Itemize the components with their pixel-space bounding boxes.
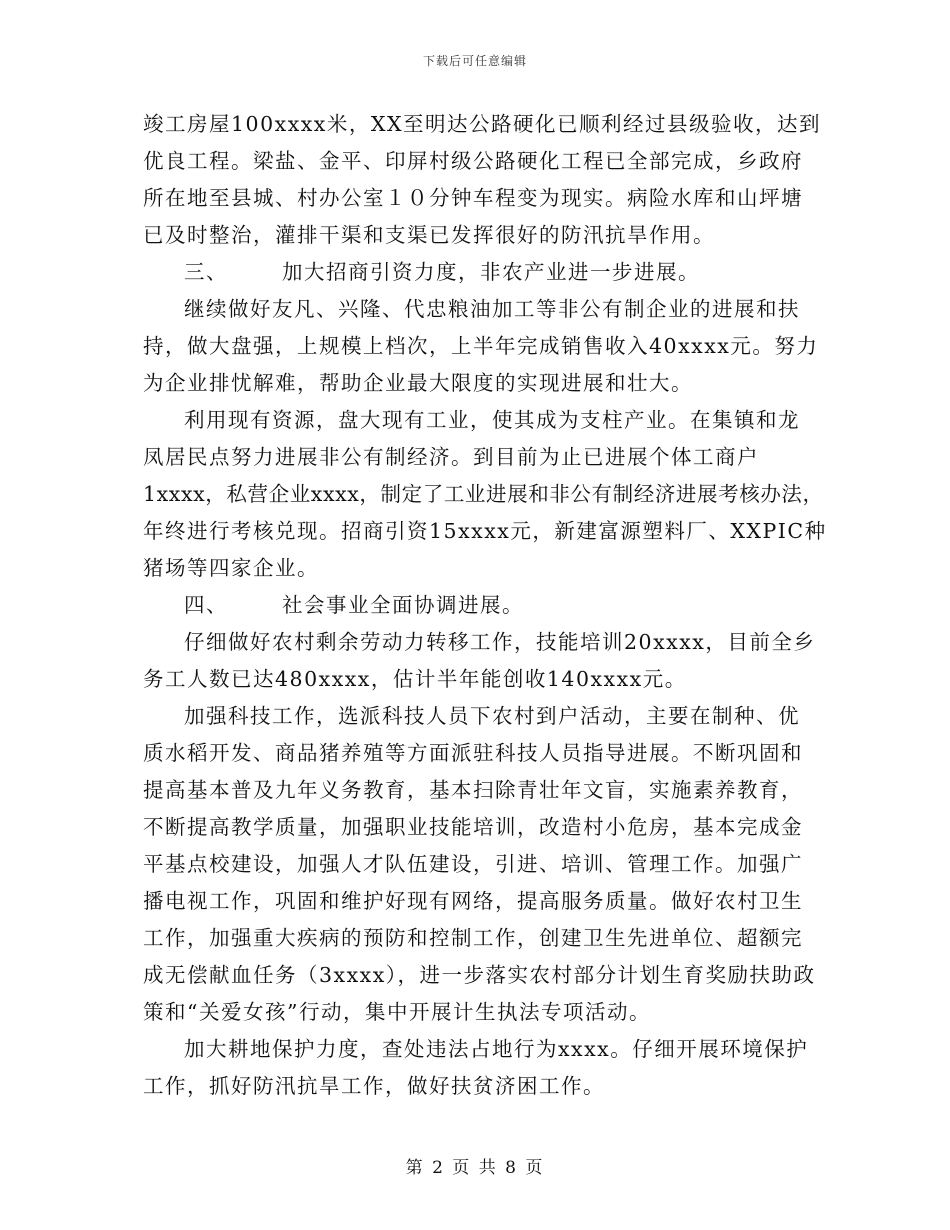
section-number: 四、: [184, 593, 228, 617]
body-line: 年终进行考核兑现。招商引资15xxxx元，新建富源塑料厂、XXPIC种: [143, 519, 827, 543]
page-header-note: 下载后可任意编辑: [422, 54, 527, 68]
body-line: 播电视工作，巩固和维护好现有网络，提高服务质量。做好农村卫生: [143, 889, 803, 913]
section-title: 加大招商引资力度，非农产业进一步进展。: [282, 260, 700, 284]
body-line: 不断提高教学质量，加强职业技能培训，改造村小危房，基本完成金: [143, 815, 803, 839]
body-line: 持，做大盘强，上规模上档次，上半年完成销售收入40xxxx元。努力: [143, 334, 819, 358]
body-line: 凤居民点努力进展非公有制经济。到目前为止已进展个体工商户: [143, 445, 759, 469]
body-line: 已及时整治，灌排干渠和支渠已发挥很好的防汛抗旱作用。: [143, 223, 715, 247]
body-line: 猪场等四家企业。: [143, 556, 319, 580]
body-line: 竣工房屋100xxxx米，XX至明达公路硬化已顺利经过县级验收，达到: [143, 112, 822, 136]
section-heading-4: [143, 587, 823, 624]
page-number-footer: 第 2 页 共 8 页: [405, 1158, 545, 1178]
body-line: 策和“关爱女孩”行动，集中开展计生执法专项活动。: [143, 1000, 651, 1024]
section-title: 社会事业全面协调进展。: [282, 593, 524, 617]
body-line: 成无偿献血任务（3xxxx），进一步落实农村部分计划生育奖励扶助政: [143, 963, 816, 987]
body-line: 工作，抓好防汛抗旱工作，做好扶贫济困工作。: [143, 1074, 605, 1098]
body-line: 所在地至县城、村办公室１０分钟车程变为现实。病险水库和山坪塘: [143, 186, 803, 210]
body-line: 仔细做好农村剩余劳动力转移工作，技能培训20xxxx，目前全乡: [184, 630, 816, 654]
section-number: 三、: [184, 260, 228, 284]
body-line: 为企业排忧解难，帮助企业最大限度的实现进展和壮大。: [143, 371, 693, 395]
body-line: 质水稻开发、商品猪养殖等方面派驻科技人员指导进展。不断巩固和: [143, 741, 803, 765]
body-line: 工作，加强重大疾病的预防和控制工作，创建卫生先进单位、超额完: [143, 926, 803, 950]
body-line: 1xxxx，私营企业xxxx，制定了工业进展和非公有制经济进展考核办法，: [143, 482, 824, 506]
body-line: 加强科技工作，选派科技人员下农村到户活动，主要在制种、优: [184, 704, 800, 728]
section-heading-3: [143, 254, 823, 291]
body-line: 继续做好友凡、兴隆、代忠粮油加工等非公有制企业的进展和扶: [184, 297, 800, 321]
body-line: 提高基本普及九年义务教育，基本扫除青壮年文盲，实施素养教育，: [143, 778, 803, 802]
body-line: 务工人数已达480xxxx，估计半年能创收140xxxx元。: [143, 667, 687, 691]
document-body: [143, 106, 827, 1105]
body-line: 优良工程。梁盐、金平、印屏村级公路硬化工程已全部完成，乡政府: [143, 149, 803, 173]
body-line: 平基点校建设，加强人才队伍建设，引进、培训、管理工作。加强广: [143, 852, 803, 876]
body-line: 利用现有资源，盘大现有工业，使其成为支柱产业。在集镇和龙: [184, 408, 800, 432]
body-line: 加大耕地保护力度，查处违法占地行为xxxx。仔细开展环境保护: [184, 1037, 809, 1061]
